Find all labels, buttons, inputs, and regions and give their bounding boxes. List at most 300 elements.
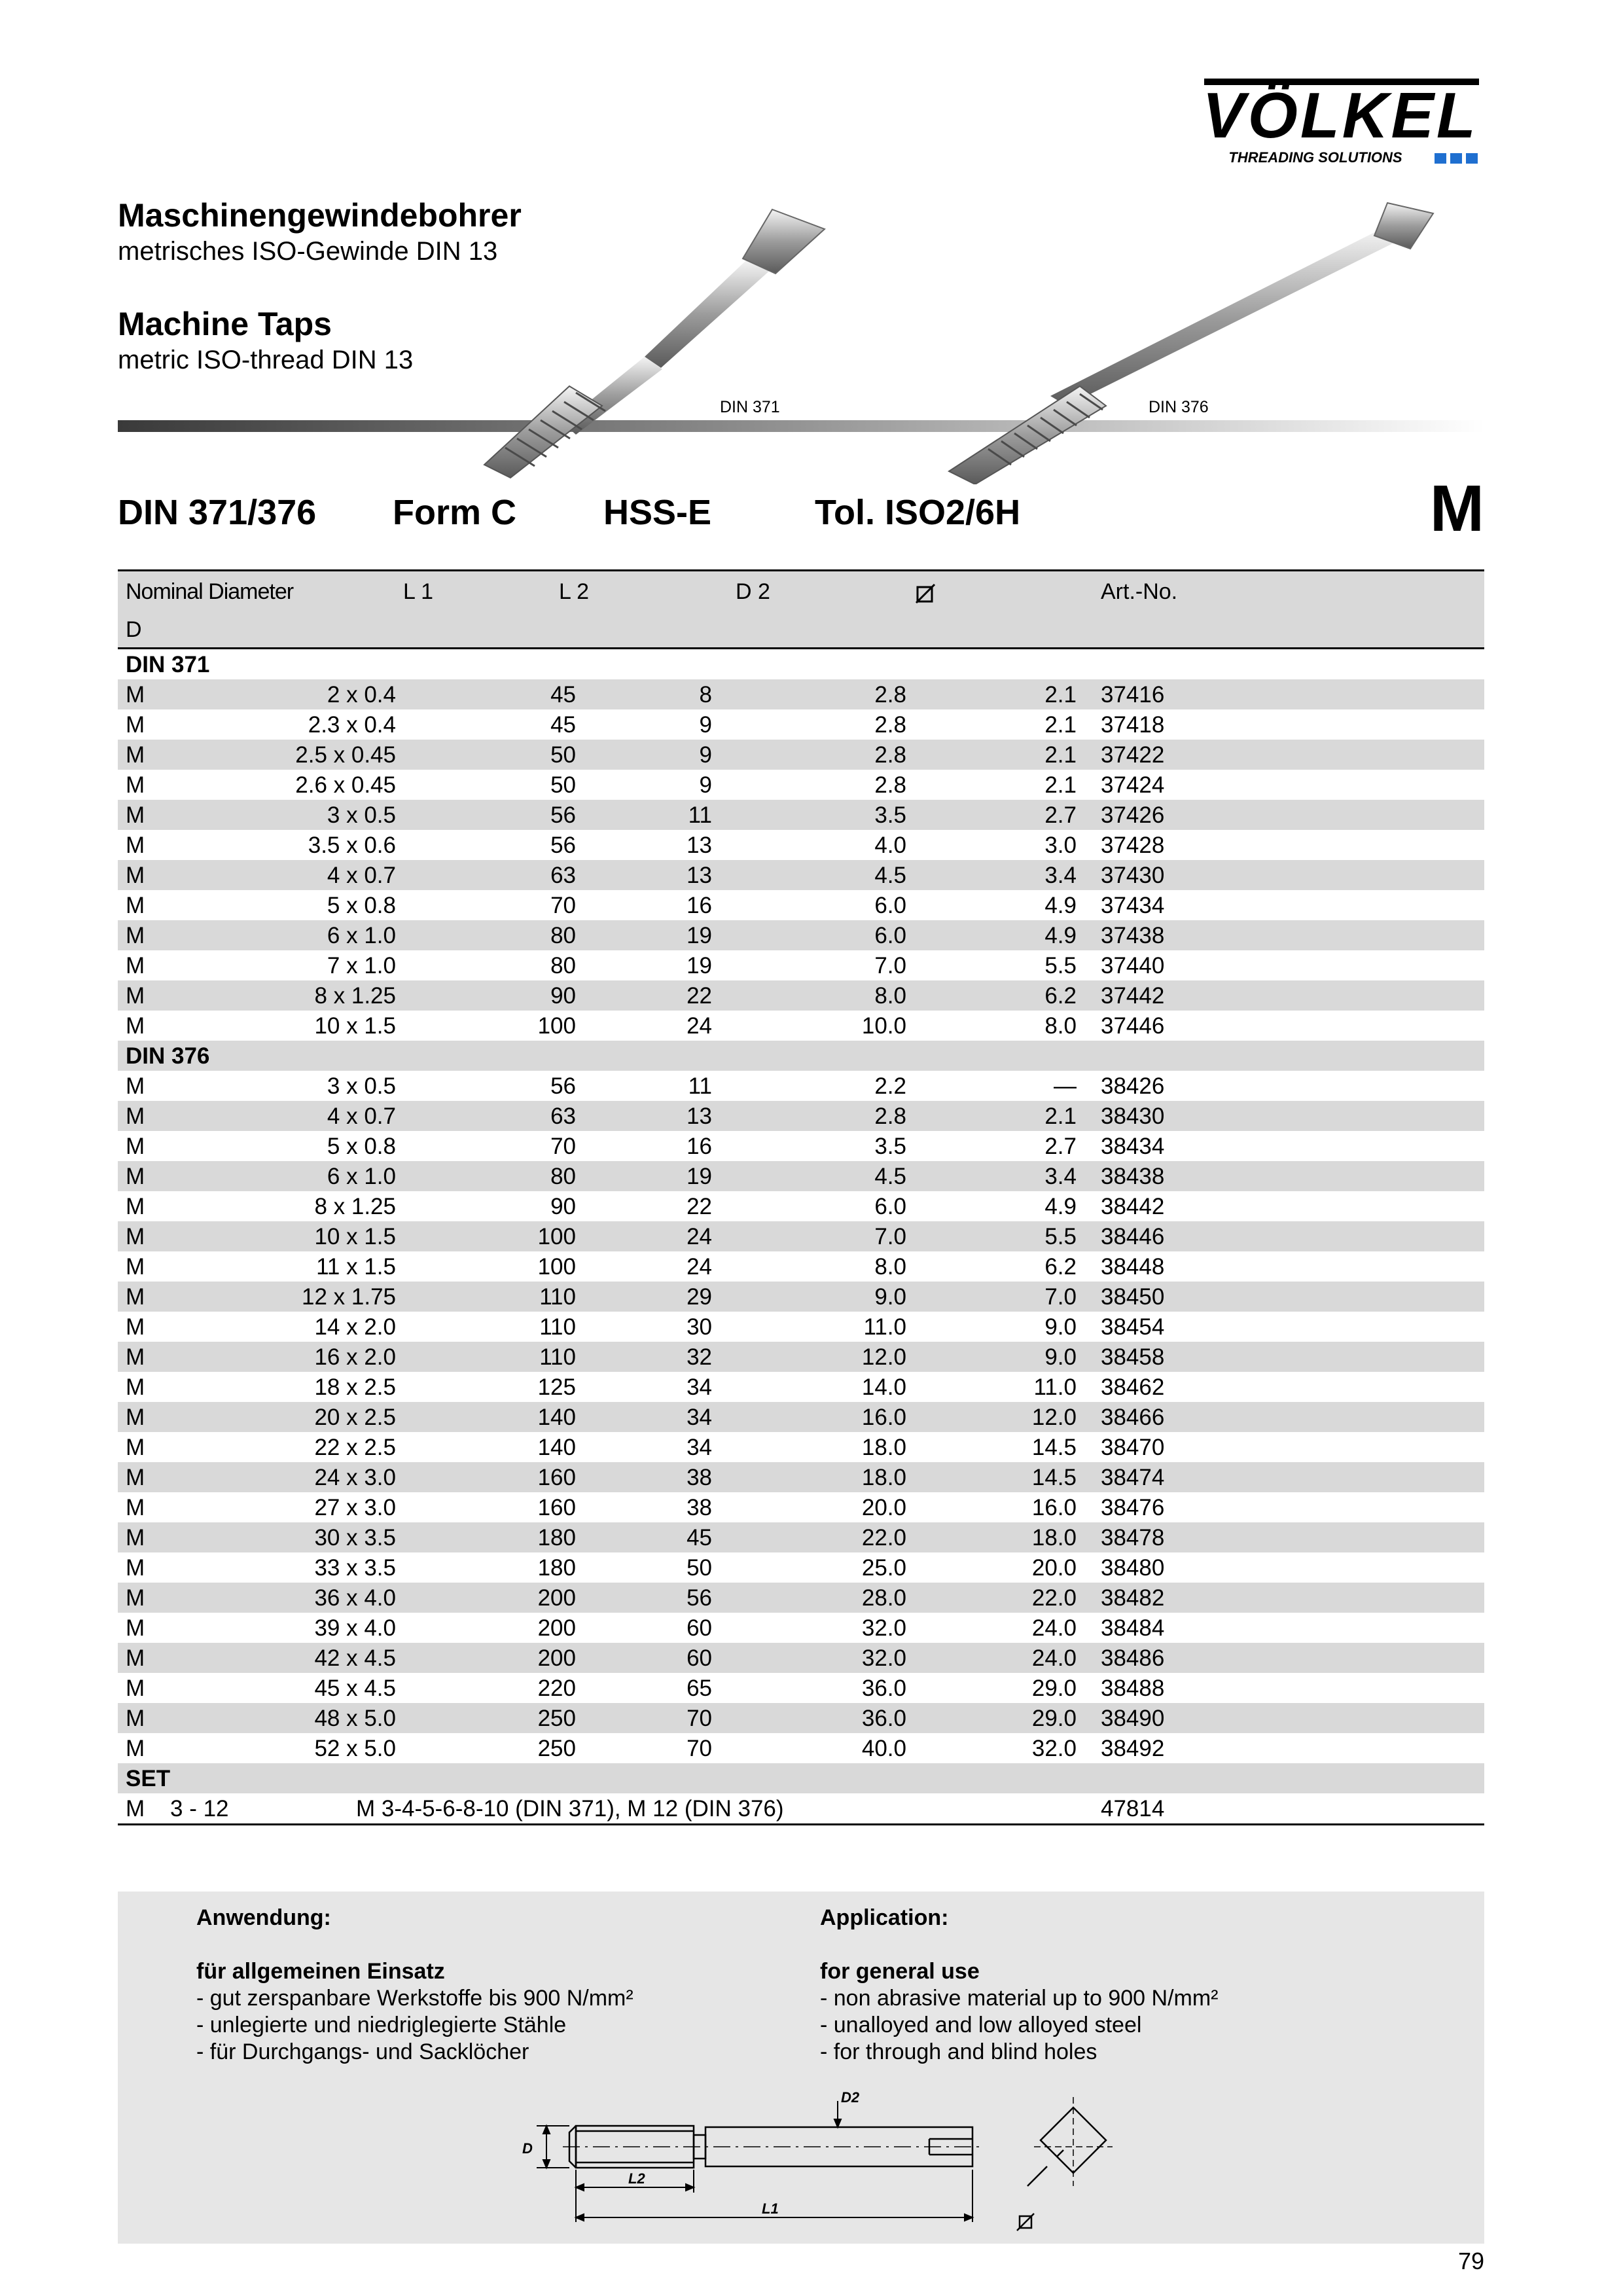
cell-l2: 30: [687, 1314, 712, 1340]
cell-art: 37446: [1101, 1013, 1165, 1039]
application-sub-en: for general use: [820, 1959, 980, 1984]
cell-m: M: [126, 1314, 145, 1340]
cell-size: 6 x 1.0: [327, 923, 396, 948]
header-d2: D 2: [736, 579, 770, 604]
cell-l1: 70: [550, 1134, 576, 1159]
cell-size: 10 x 1.5: [314, 1224, 396, 1249]
cell-m: M: [126, 1374, 145, 1400]
cell-d2: 10.0: [861, 1013, 906, 1039]
cell-l2: 34: [687, 1435, 712, 1460]
cell-square: 2.1: [1044, 772, 1077, 798]
cell-square: 2.1: [1044, 712, 1077, 738]
table-body: [118, 649, 1484, 1825]
cell-size: 14 x 2.0: [314, 1314, 396, 1340]
cell-m: M: [126, 1224, 145, 1249]
cell-m: M: [126, 1796, 145, 1821]
cell-square: 22.0: [1031, 1585, 1077, 1611]
cell-square: 14.5: [1031, 1465, 1077, 1490]
cell-m: M: [126, 983, 145, 1009]
table-row: [118, 679, 1484, 709]
cell-art: 37422: [1101, 742, 1165, 768]
table-row: [118, 1312, 1484, 1342]
table-row: [118, 770, 1484, 800]
cell-d2: 32.0: [861, 1615, 906, 1641]
cell-l1: 250: [537, 1736, 576, 1761]
cell-m: M: [126, 1013, 145, 1039]
table-row: [118, 830, 1484, 860]
cell-l2: 60: [687, 1615, 712, 1641]
spec-din: DIN 371/376: [118, 493, 317, 532]
cell-l2: 11: [688, 802, 712, 828]
title-de: Maschinengewindebohrer: [118, 197, 522, 234]
application-heading-en: Application:: [820, 1905, 949, 1930]
cell-l1: 100: [537, 1013, 576, 1039]
drawing-label-l1: L1: [762, 2200, 779, 2217]
cell-art: 38480: [1101, 1555, 1165, 1581]
cell-l1: 160: [537, 1495, 576, 1520]
cell-d2: 18.0: [861, 1435, 906, 1460]
cell-square: 2.7: [1044, 802, 1077, 828]
cell-l1: 63: [550, 863, 576, 888]
cell-square: 14.5: [1031, 1435, 1077, 1460]
cell-square: 4.9: [1044, 923, 1077, 948]
cell-size: 48 x 5.0: [314, 1706, 396, 1731]
cell-art: 37440: [1101, 953, 1165, 978]
cell-d2: 7.0: [874, 1224, 906, 1249]
cell-art: 38470: [1101, 1435, 1165, 1460]
table-row: [118, 1432, 1484, 1462]
cell-square: 29.0: [1031, 1676, 1077, 1701]
table-row: [118, 1101, 1484, 1131]
table-row: [118, 1191, 1484, 1221]
cell-square: 2.7: [1044, 1134, 1077, 1159]
cell-m: M: [126, 1645, 145, 1671]
spec-material: HSS-E: [603, 493, 712, 532]
cell-art: 38434: [1101, 1134, 1165, 1159]
cell-size: 33 x 3.5: [314, 1555, 396, 1581]
cell-art: 37426: [1101, 802, 1165, 828]
cell-m: M: [126, 1555, 145, 1581]
cell-size: 11 x 1.5: [316, 1254, 396, 1280]
cell-d2: 6.0: [874, 1194, 906, 1219]
cell-d2: 7.0: [874, 953, 906, 978]
spec-form: Form C: [393, 493, 516, 532]
cell-size: 3 - 12: [170, 1796, 229, 1821]
cell-l2: 13: [687, 863, 712, 888]
tap-din371-drawing: [484, 209, 825, 478]
cell-m: M: [126, 1134, 145, 1159]
table-row: [118, 1643, 1484, 1673]
cell-d2: 11.0: [863, 1314, 906, 1340]
cell-art: 38478: [1101, 1525, 1165, 1551]
table-row: [118, 890, 1484, 920]
cell-art: 38484: [1101, 1615, 1165, 1641]
spec-tolerance: Tol. ISO2/6H: [815, 493, 1021, 532]
square-dimension-icon: [915, 583, 937, 604]
cell-square: 2.1: [1044, 1103, 1077, 1129]
cell-l1: 110: [539, 1314, 576, 1340]
cell-d2: 2.8: [874, 712, 906, 738]
cell-l2: 34: [687, 1374, 712, 1400]
cell-d2: 25.0: [861, 1555, 906, 1581]
cell-l1: 250: [537, 1706, 576, 1731]
cell-l2: 34: [687, 1405, 712, 1430]
tap-din376-drawing: [949, 203, 1433, 484]
application-sub-de: für allgemeinen Einsatz: [196, 1959, 445, 1984]
cell-l2: 11: [688, 1073, 712, 1099]
cell-square: 12.0: [1031, 1405, 1077, 1430]
cell-square: —: [1054, 1073, 1077, 1099]
cell-art: 38448: [1101, 1254, 1165, 1280]
cell-square: 4.9: [1044, 1194, 1077, 1219]
cell-size: 2 x 0.4: [327, 682, 396, 708]
application-item-en: - unalloyed and low alloyed steel: [820, 2013, 1142, 2037]
cell-square: 3.0: [1044, 833, 1077, 858]
cell-art: 37416: [1101, 682, 1165, 708]
table-row: [118, 1251, 1484, 1282]
cell-size: 24 x 3.0: [314, 1465, 396, 1490]
cell-d2: 36.0: [861, 1676, 906, 1701]
cell-size: 52 x 5.0: [314, 1736, 396, 1761]
application-item-de: - für Durchgangs- und Sacklöcher: [196, 2039, 529, 2064]
product-table: [118, 569, 1484, 1825]
table-row: [118, 1161, 1484, 1191]
cell-l1: 160: [537, 1465, 576, 1490]
cell-art: 38438: [1101, 1164, 1165, 1189]
cell-m: M: [126, 1103, 145, 1129]
cell-d2: 36.0: [861, 1706, 906, 1731]
cell-l2: 24: [687, 1254, 712, 1280]
table-row: [118, 1402, 1484, 1432]
cell-d2: 3.5: [874, 802, 906, 828]
cell-l2: 9: [699, 742, 712, 768]
cell-l1: 56: [550, 1073, 576, 1099]
table-row: [118, 1793, 1484, 1823]
cell-l2: 32: [687, 1344, 712, 1370]
cell-art: 38442: [1101, 1194, 1165, 1219]
cell-l2: 8: [699, 682, 712, 708]
cell-l1: 80: [550, 923, 576, 948]
cell-d2: 14.0: [861, 1374, 906, 1400]
cell-square: 2.1: [1044, 742, 1077, 768]
cell-m: M: [126, 742, 145, 768]
table-row: [118, 1703, 1484, 1733]
cell-l1: 100: [537, 1254, 576, 1280]
cell-d2: 2.8: [874, 742, 906, 768]
logo-tagline: THREADING SOLUTIONS: [1228, 149, 1402, 166]
cell-l1: 200: [537, 1615, 576, 1641]
cell-size: 4 x 0.7: [327, 863, 396, 888]
cell-size: 2.5 x 0.45: [295, 742, 396, 768]
header-artno: Art.-No.: [1101, 579, 1178, 604]
image-label-din376: DIN 376: [1149, 398, 1209, 416]
cell-m: M: [126, 1194, 145, 1219]
cell-l2: 16: [687, 893, 712, 918]
cell-l1: 100: [537, 1224, 576, 1249]
cell-l2: 19: [687, 923, 712, 948]
cell-size: 30 x 3.5: [314, 1525, 396, 1551]
application-item-en: - for through and blind holes: [820, 2039, 1097, 2064]
cell-art: 38474: [1101, 1465, 1165, 1490]
cell-size: 45 x 4.5: [314, 1676, 396, 1701]
cell-l2: 56: [687, 1585, 712, 1611]
cell-m: M: [126, 1676, 145, 1701]
cell-d2: 18.0: [861, 1465, 906, 1490]
table-bottom-rule: [118, 1823, 1484, 1825]
cell-d2: 20.0: [861, 1495, 906, 1520]
header-l1: L 1: [403, 579, 434, 604]
cell-m: M: [126, 712, 145, 738]
table-row: [118, 1552, 1484, 1583]
cell-size: 8 x 1.25: [314, 1194, 396, 1219]
cell-art: 38492: [1101, 1736, 1165, 1761]
cell-m: M: [126, 772, 145, 798]
cell-size: 5 x 0.8: [327, 893, 396, 918]
cell-art: 38458: [1101, 1344, 1165, 1370]
cell-l2: 16: [687, 1134, 712, 1159]
application-heading-de: Anwendung:: [196, 1905, 331, 1930]
drawing-label-l2: L2: [628, 2170, 645, 2187]
cell-d2: 8.0: [874, 1254, 906, 1280]
cell-art: 38450: [1101, 1284, 1165, 1310]
cell-d2: 2.8: [874, 772, 906, 798]
application-box: [118, 1892, 1484, 2244]
cell-square: 32.0: [1031, 1736, 1077, 1761]
cell-square: 11.0: [1033, 1374, 1077, 1400]
cell-size: 42 x 4.5: [314, 1645, 396, 1671]
cell-size: 3 x 0.5: [327, 802, 396, 828]
cell-l2: 24: [687, 1224, 712, 1249]
cell-m: M: [126, 923, 145, 948]
cell-size: 39 x 4.0: [314, 1615, 396, 1641]
table-row: [118, 740, 1484, 770]
cell-d2: 9.0: [874, 1284, 906, 1310]
cell-size: 7 x 1.0: [327, 953, 396, 978]
spec-letter: M: [1429, 472, 1484, 545]
cell-d2: 16.0: [861, 1405, 906, 1430]
table-row: [118, 1522, 1484, 1552]
cell-size: 5 x 0.8: [327, 1134, 396, 1159]
cell-l2: 29: [687, 1284, 712, 1310]
application-item-de: - unlegierte und niedriglegierte Stähle: [196, 2013, 567, 2037]
cell-art: 37424: [1101, 772, 1165, 798]
cell-square: 9.0: [1044, 1344, 1077, 1370]
cell-m: M: [126, 1495, 145, 1520]
cell-d2: 2.8: [874, 1103, 906, 1129]
cell-l2: 13: [687, 1103, 712, 1129]
table-row: [118, 1492, 1484, 1522]
cell-art: 38426: [1101, 1073, 1165, 1099]
cell-l2: 22: [687, 1194, 712, 1219]
cell-square: 6.2: [1044, 983, 1077, 1009]
section-title: DIN 376: [126, 1043, 210, 1069]
cell-square: 2.1: [1044, 682, 1077, 708]
cell-d2: 8.0: [874, 983, 906, 1009]
cell-d2: 40.0: [861, 1736, 906, 1761]
table-header: [118, 569, 1484, 649]
cell-m: M: [126, 682, 145, 708]
cell-size: 18 x 2.5: [314, 1374, 396, 1400]
cell-m: M: [126, 1525, 145, 1551]
cell-square: 5.5: [1044, 1224, 1077, 1249]
table-row: [118, 1583, 1484, 1613]
cell-d2: 4.5: [874, 863, 906, 888]
cell-l2: 19: [687, 953, 712, 978]
cell-l2: 22: [687, 983, 712, 1009]
cell-l1: 50: [550, 742, 576, 768]
cell-l2: 9: [699, 712, 712, 738]
cell-l1: 80: [550, 1164, 576, 1189]
subtitle-en: metric ISO-thread DIN 13: [118, 346, 414, 374]
cell-art: 38462: [1101, 1374, 1165, 1400]
cell-art: 38476: [1101, 1495, 1165, 1520]
cell-l1: 220: [537, 1676, 576, 1701]
cell-m: M: [126, 1164, 145, 1189]
cell-size: 4 x 0.7: [327, 1103, 396, 1129]
table-row: [118, 1613, 1484, 1643]
cell-l1: 45: [550, 682, 576, 708]
page-number: 79: [1457, 2248, 1484, 2274]
logo-brand: VÖLKEL: [1202, 79, 1478, 151]
cell-square: 16.0: [1031, 1495, 1077, 1520]
cell-l2: 50: [687, 1555, 712, 1581]
cell-l1: 125: [537, 1374, 576, 1400]
cell-d2: 6.0: [874, 893, 906, 918]
table-row: [118, 800, 1484, 830]
cell-l1: 50: [550, 772, 576, 798]
cell-art: 37434: [1101, 893, 1165, 918]
table-row: [118, 1462, 1484, 1492]
table-row: [118, 1733, 1484, 1763]
application-item-en: - non abrasive material up to 900 N/mm²: [820, 1986, 1219, 2011]
cell-d2: 4.0: [874, 833, 906, 858]
cell-square: 8.0: [1044, 1013, 1077, 1039]
cell-m: M: [126, 802, 145, 828]
cell-square: 3.4: [1044, 863, 1077, 888]
cell-m: M: [126, 1736, 145, 1761]
cell-m: M: [126, 1254, 145, 1280]
cell-m: M: [126, 1405, 145, 1430]
product-image: [118, 190, 1484, 484]
image-label-din371: DIN 371: [720, 398, 780, 416]
table-row: [118, 1131, 1484, 1161]
table-row: [118, 1372, 1484, 1402]
cell-square: 4.9: [1044, 893, 1077, 918]
cell-square: 24.0: [1031, 1615, 1077, 1641]
cell-m: M: [126, 863, 145, 888]
table-row: [118, 1011, 1484, 1041]
cell-l1: 45: [550, 712, 576, 738]
cell-l1: 63: [550, 1103, 576, 1129]
cell-m: M: [126, 1585, 145, 1611]
cell-square: 29.0: [1031, 1706, 1077, 1731]
cell-size: 8 x 1.25: [314, 983, 396, 1009]
cell-l1: 140: [537, 1405, 576, 1430]
cell-l2: 65: [687, 1676, 712, 1701]
cell-art: 38482: [1101, 1585, 1165, 1611]
cell-art: 38446: [1101, 1224, 1165, 1249]
cell-d2: 2.2: [874, 1073, 906, 1099]
cell-d2: 32.0: [861, 1645, 906, 1671]
cell-l1: 110: [539, 1284, 576, 1310]
cell-m: M: [126, 893, 145, 918]
cell-l1: 110: [539, 1344, 576, 1370]
cell-l1: 180: [537, 1525, 576, 1551]
section-row: [118, 649, 1484, 679]
cell-m: M: [126, 1435, 145, 1460]
header-nominal-sub: D: [126, 617, 142, 642]
table-row: [118, 920, 1484, 950]
cell-square: 3.4: [1044, 1164, 1077, 1189]
section-title: DIN 371: [126, 652, 210, 677]
cell-square: 6.2: [1044, 1254, 1077, 1280]
cell-l2: 19: [687, 1164, 712, 1189]
cell-l2: 9: [699, 772, 712, 798]
section-row: [118, 1763, 1484, 1793]
cell-l1: 80: [550, 953, 576, 978]
cell-art: 38454: [1101, 1314, 1165, 1340]
cell-art: 37430: [1101, 863, 1165, 888]
cell-art: 47814: [1101, 1796, 1165, 1821]
cell-square: 18.0: [1031, 1525, 1077, 1551]
cell-art: 38490: [1101, 1706, 1165, 1731]
cell-art: 38486: [1101, 1645, 1165, 1671]
cell-d2: 6.0: [874, 923, 906, 948]
cell-l1: 140: [537, 1435, 576, 1460]
cell-l1: 90: [550, 983, 576, 1009]
cell-l1: 70: [550, 893, 576, 918]
cell-art: 37418: [1101, 712, 1165, 738]
tap-technical-drawing: [510, 2088, 1139, 2238]
cell-d2: 3.5: [874, 1134, 906, 1159]
cell-size: 3.5 x 0.6: [308, 833, 396, 858]
table-row: [118, 1282, 1484, 1312]
cell-m: M: [126, 1706, 145, 1731]
cell-d2: 12.0: [861, 1344, 906, 1370]
cell-square: 5.5: [1044, 953, 1077, 978]
section-title: SET: [126, 1766, 171, 1791]
application-item-de: - gut zerspanbare Werkstoffe bis 900 N/mm²: [196, 1986, 633, 2011]
table-row: [118, 860, 1484, 890]
cell-l1: 200: [537, 1585, 576, 1611]
cell-size: 2.3 x 0.4: [308, 712, 396, 738]
table-row: [118, 1071, 1484, 1101]
cell-l1: 56: [550, 833, 576, 858]
drawing-label-d2: D2: [841, 2089, 860, 2106]
cell-m: M: [126, 833, 145, 858]
cell-m: M: [126, 1344, 145, 1370]
header-nominal: Nominal Diameter: [126, 579, 294, 604]
drawing-label-d: D: [522, 2140, 533, 2157]
cell-size: 2.6 x 0.45: [295, 772, 396, 798]
subtitle-de: metrisches ISO-Gewinde DIN 13: [118, 237, 498, 266]
cell-square: 9.0: [1044, 1314, 1077, 1340]
voelkel-logo: [1191, 77, 1486, 175]
cell-size: 20 x 2.5: [314, 1405, 396, 1430]
cell-l2: 38: [687, 1495, 712, 1520]
cell-m: M: [126, 1465, 145, 1490]
cell-l2: 45: [687, 1525, 712, 1551]
table-row: [118, 980, 1484, 1011]
cell-l2: 13: [687, 833, 712, 858]
cell-desc: M 3-4-5-6-8-10 (DIN 371), M 12 (DIN 376): [356, 1796, 784, 1821]
cell-art: 37438: [1101, 923, 1165, 948]
table-row: [118, 709, 1484, 740]
cell-art: 37442: [1101, 983, 1165, 1009]
cell-m: M: [126, 953, 145, 978]
cell-m: M: [126, 1615, 145, 1641]
cell-l2: 70: [687, 1736, 712, 1761]
